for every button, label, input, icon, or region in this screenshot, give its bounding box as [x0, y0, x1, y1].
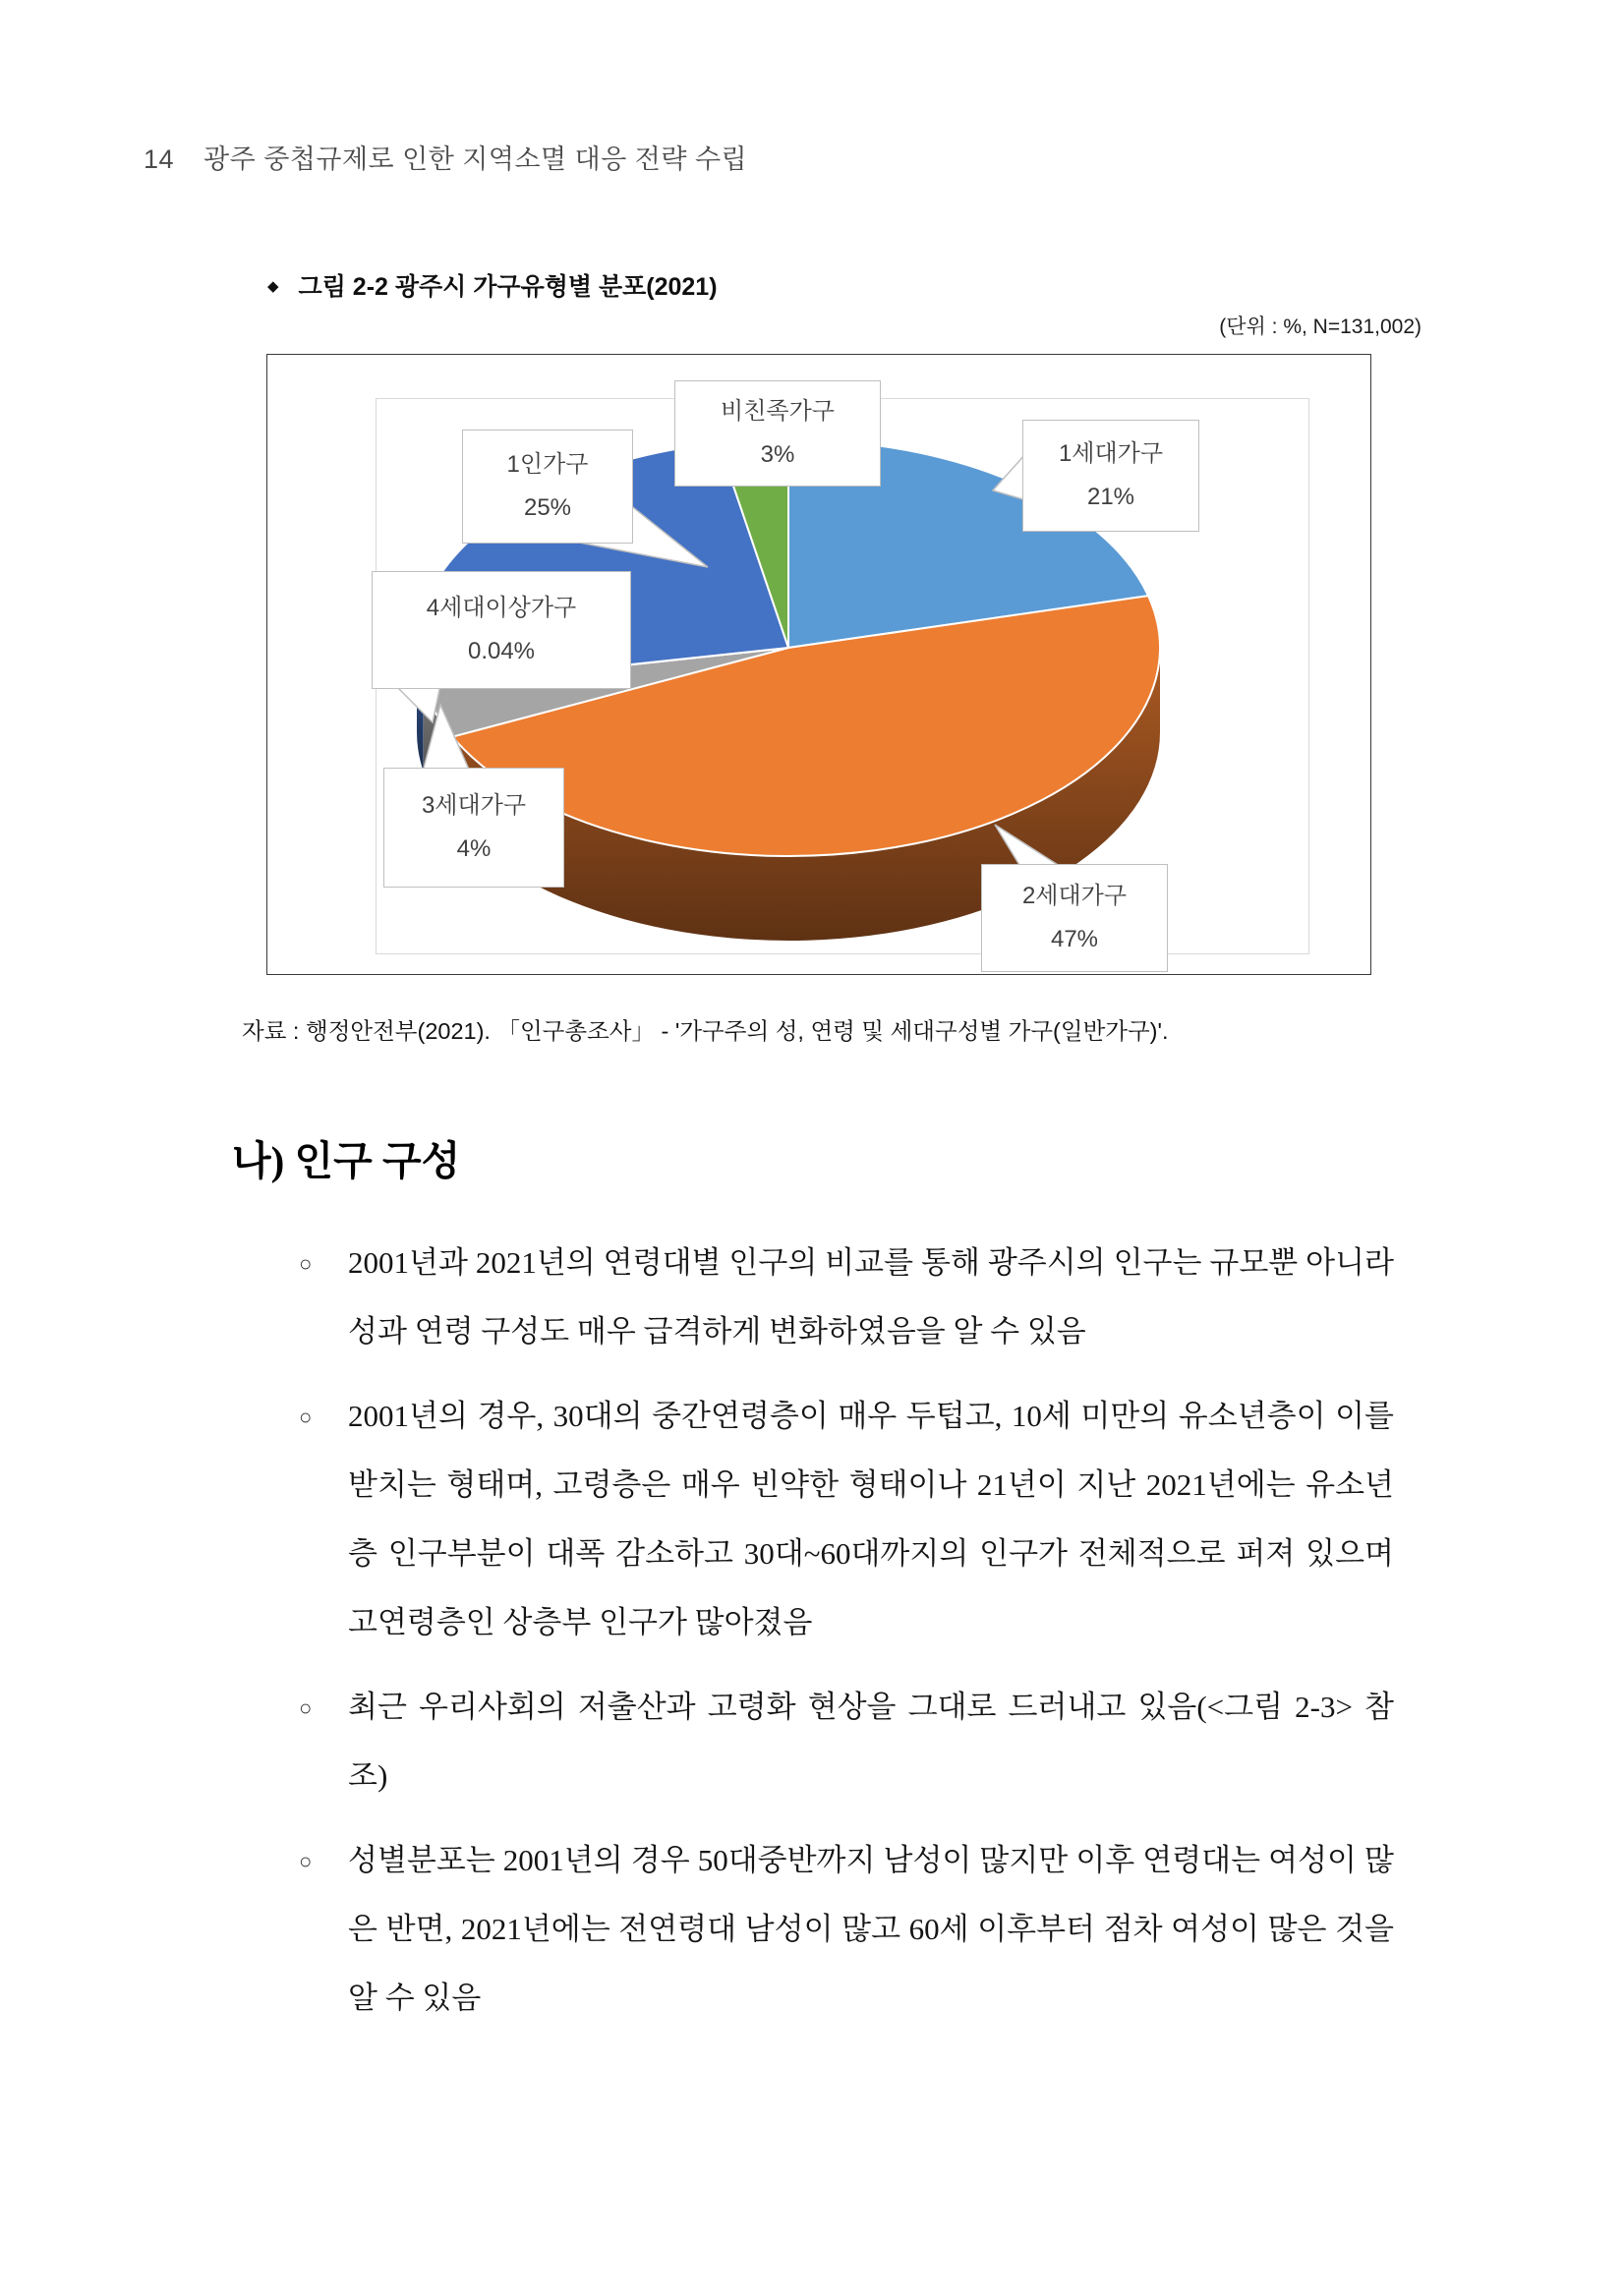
section-heading: 나) 인구 구성	[232, 1138, 461, 1183]
pie-callout-4sedae-isang	[372, 571, 631, 689]
unit-note: (단위 : %, N=131,002)	[1219, 316, 1421, 338]
figure-chart-box	[266, 354, 1371, 975]
bullet-text: 성별분포는 2001년의 경우 50대중반까지 남성이 많지만 이후 연령대는 여성이 많은 반면, 2021년에는 전연령대 남성이 많고 60세 이후부터 점차 여성이 많은 것을 알 수 있음	[348, 1843, 1394, 2015]
page-number: 14	[144, 144, 175, 174]
circle-bullet-icon: ○	[299, 1405, 313, 1429]
callout-label: 3세대가구	[421, 791, 527, 819]
bullet-item	[295, 1382, 1394, 1657]
callout-label: 4세대이상가구	[426, 594, 577, 621]
diamond-bullet-icon: ◆	[267, 278, 279, 295]
pie-callout-1in	[462, 430, 633, 544]
bullet-item	[295, 1826, 1394, 2033]
callout-value: 4%	[456, 835, 492, 862]
callout-value: 0.04%	[467, 638, 536, 664]
bullet-item	[295, 1673, 1394, 1810]
callout-value: 47%	[1050, 926, 1099, 952]
pie-callout-2sedae	[981, 864, 1168, 972]
bullet-text: 최근 우리사회의 저출산과 고령화 현상을 그대로 드러내고 있음(<그림 2-3> 참조)	[348, 1690, 1394, 1793]
pie-callout-3sedae	[383, 768, 564, 888]
circle-bullet-icon: ○	[299, 1251, 313, 1276]
circle-bullet-icon: ○	[299, 1695, 313, 1720]
page-header	[144, 138, 747, 176]
callout-value: 21%	[1086, 484, 1135, 510]
bullet-list	[295, 1229, 1394, 2048]
pie-callout-bichinjok	[674, 380, 881, 487]
figure-source: 자료 : 행정안전부(2021). 「인구총조사」 - '가구주의 성, 연령 및 세대구성별 가구(일반가구)'.	[242, 1018, 1169, 1044]
circle-bullet-icon: ○	[299, 1849, 313, 1873]
callout-label: 1인가구	[506, 450, 589, 478]
figure-caption-text: 그림 2-2 광주시 가구유형별 분포(2021)	[298, 273, 718, 301]
bullet-item	[295, 1229, 1394, 1366]
bullet-text: 2001년과 2021년의 연령대별 인구의 비교를 통해 광주시의 인구는 규모뿐 아니라 성과 연령 구성도 매우 급격하게 변화하였음을 알 수 있음	[348, 1245, 1394, 1349]
callout-value: 25%	[523, 494, 572, 521]
callout-label: 비친족가구	[721, 397, 835, 425]
figure-caption	[267, 267, 718, 303]
pie-callout-1sedae	[1022, 420, 1199, 532]
bullet-text: 2001년의 경우, 30대의 중간연령층이 매우 두텁고, 10세 미만의 유소년층이 이를 받치는 형태며, 고령층은 매우 빈약한 형태이나 21년이 지난 2021년에는 유소년층 인구부분이 대폭 감소하고 30대~60대까지의 인구가 전체적으로 퍼져 있으며 고연령층인 상층부 인구가 많아졌음	[348, 1399, 1394, 1639]
callout-value: 3%	[760, 441, 795, 468]
document-title: 광주 중첩규제로 인한 지역소멸 대응 전략 수립	[203, 144, 748, 174]
callout-label: 1세대가구	[1058, 439, 1164, 467]
callout-label: 2세대가구	[1021, 882, 1128, 909]
